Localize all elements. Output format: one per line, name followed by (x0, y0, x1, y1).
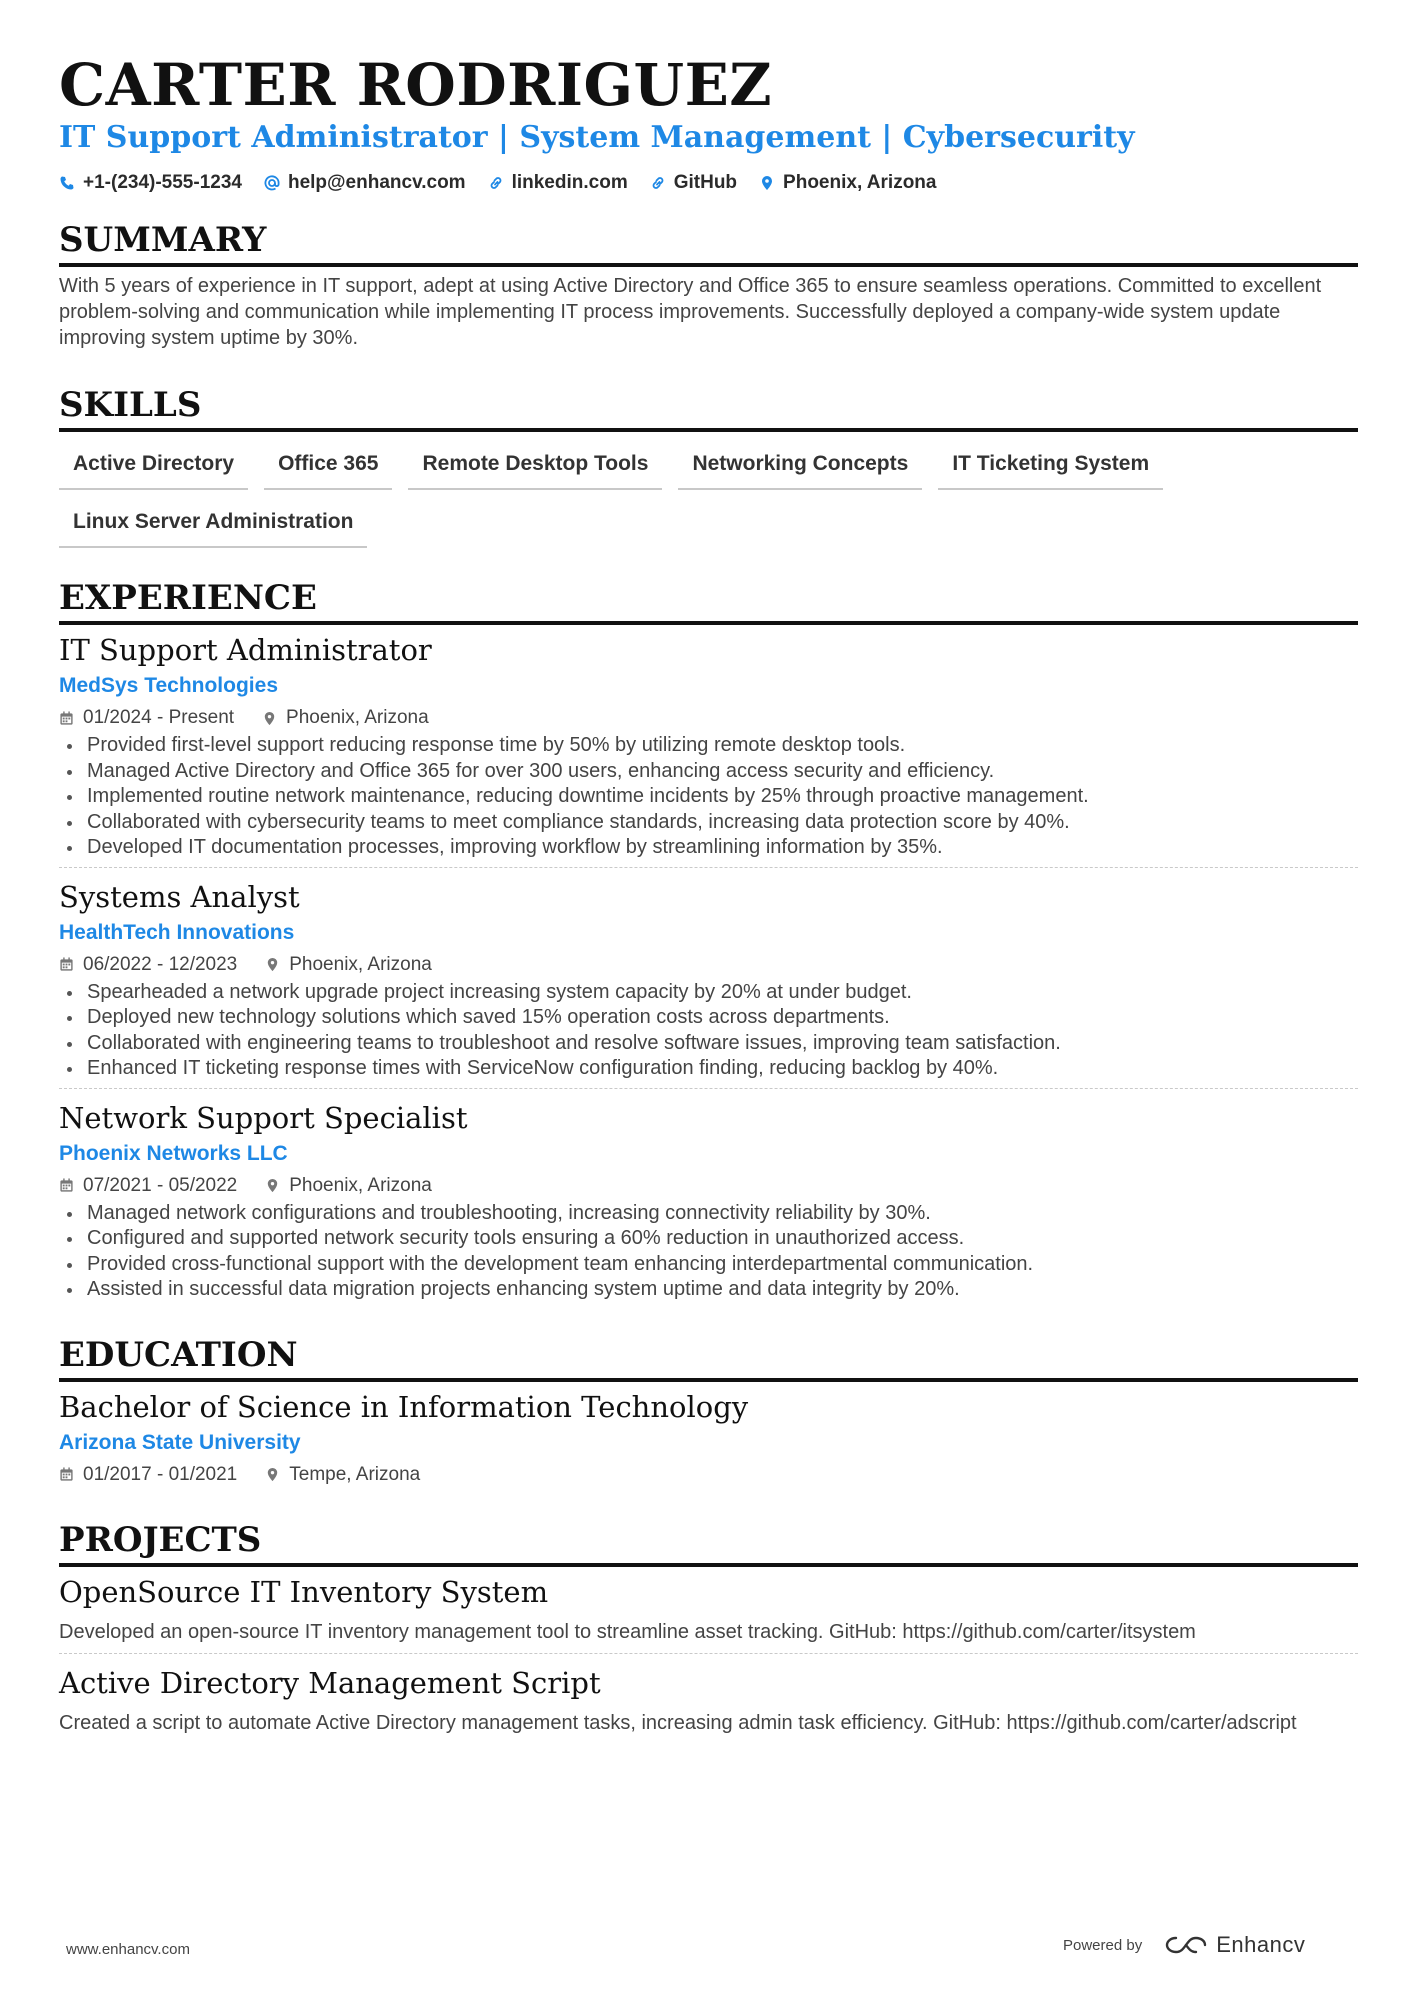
job-company: MedSys Technologies (59, 674, 278, 697)
link-icon (650, 175, 666, 191)
job-company: Phoenix Networks LLC (59, 1141, 288, 1165)
job-dates-text: 07/2021 - 05/2022 (83, 1174, 238, 1196)
candidate-name: CARTER RODRIGUEZ (59, 51, 773, 119)
footer-website[interactable]: www.enhancv.com (66, 1941, 190, 1958)
job-bullet: Provided cross-functional support with the development team enhancing interdepartmental communication. (59, 1252, 1358, 1278)
summary-text: With 5 years of experience in IT support, adept at using Active Directory and Office 365 to ensure seamless operations. Committed to excellent problem-solving and communication while implementing IT process improvements. Successfully deployed a company-wide system update improving system uptime by 30%. (59, 275, 1322, 349)
summary-heading: SUMMARY (59, 220, 1358, 267)
map-pin-icon (265, 957, 280, 972)
job-role: IT Support Administrator (59, 633, 432, 667)
job-bullet: Spearheaded a network upgrade project increasing system capacity by 20% at under budget. (59, 980, 1358, 1006)
calendar-icon (59, 1178, 74, 1193)
skills-section (59, 385, 1358, 548)
job-bullet: Collaborated with cybersecurity teams to meet compliance standards, increasing data protection score by 40%. (59, 810, 1358, 836)
job-bullet: Provided first-level support reducing response time by 50% by utilizing remote desktop tools. (59, 733, 1358, 759)
job-dates (59, 952, 237, 978)
job-location (265, 1173, 432, 1199)
job-bullet: Collaborated with engineering teams to troubleshoot and resolve software issues, improving team satisfaction. (59, 1031, 1358, 1057)
contact-email-text: help@enhancv.com (287, 172, 466, 193)
brand-logo[interactable] (1164, 1932, 1305, 1958)
education-dates-text: 01/2017 - 01/2021 (83, 1463, 238, 1485)
job-dates (59, 1173, 237, 1199)
job-dates-text: 01/2024 - Present (83, 707, 235, 728)
projects-section (59, 1520, 1358, 1744)
job-meta (59, 1173, 1358, 1199)
education-entry (59, 1388, 1358, 1494)
job-bullets (59, 980, 1358, 1082)
map-pin-icon (262, 711, 277, 726)
job-bullets (59, 1201, 1358, 1303)
job-role: Network Support Specialist (59, 1100, 468, 1135)
phone-icon (59, 175, 75, 191)
job-bullet: Assisted in successful data migration projects enhancing system uptime and data integrity by 20%. (59, 1277, 1358, 1303)
job-bullets (59, 733, 1358, 861)
skill-tag: IT Ticketing System (938, 446, 1163, 490)
job-entry (59, 631, 1358, 868)
project-title: OpenSource IT Inventory System (59, 1574, 549, 1609)
skill-tag: Office 365 (264, 446, 392, 490)
contact-linkedin[interactable] (488, 170, 628, 196)
job-company: HealthTech Innovations (59, 920, 295, 944)
contact-github[interactable] (650, 170, 737, 196)
skills-heading: SKILLS (59, 385, 1358, 432)
contact-github-text: GitHub (673, 172, 738, 193)
education-location (265, 1462, 420, 1488)
map-pin-icon (265, 1467, 280, 1482)
job-meta (59, 952, 1358, 978)
map-pin-icon (265, 1178, 280, 1193)
brand-name: Enhancv (1216, 1932, 1306, 1957)
job-dates (59, 705, 234, 731)
job-bullet: Managed network configurations and troubleshooting, increasing connectivity reliability by 30%. (59, 1201, 1358, 1227)
calendar-icon (59, 957, 74, 972)
experience-heading: EXPERIENCE (59, 578, 1358, 625)
job-bullet: Managed Active Directory and Office 365 for over 300 users, enhancing access security and efficiency. (59, 759, 1358, 785)
contact-linkedin-text: linkedin.com (511, 172, 628, 193)
contact-location (759, 170, 936, 196)
job-meta (59, 705, 1358, 731)
project-entry (59, 1573, 1358, 1654)
contact-phone-text: +1-(234)-555-1234 (83, 172, 242, 193)
job-entry (59, 878, 1358, 1089)
contact-location-text: Phoenix, Arizona (783, 172, 937, 193)
education-dates (59, 1462, 237, 1488)
skill-tag: Active Directory (59, 446, 248, 490)
education-degree: Bachelor of Science in Information Technology (59, 1389, 749, 1424)
skills-list (59, 446, 1358, 548)
contact-phone[interactable] (59, 170, 242, 196)
contact-email[interactable] (264, 170, 466, 196)
map-pin-icon (759, 175, 775, 191)
job-location-text: Phoenix, Arizona (289, 1174, 432, 1196)
job-bullet: Deployed new technology solutions which saved 15% operation costs across departments. (59, 1005, 1358, 1031)
education-location-text: Tempe, Arizona (289, 1463, 421, 1485)
skill-tag: Remote Desktop Tools (408, 446, 662, 490)
footer-branding (1063, 1932, 1305, 1958)
job-bullet: Implemented routine network maintenance, reducing downtime incidents by 25% through proactive management. (59, 784, 1358, 810)
education-meta (59, 1462, 1358, 1488)
project-description: Developed an open-source IT inventory management tool to streamline asset tracking. GitHub: https://github.com/carter/itsystem (59, 1620, 1196, 1643)
job-bullet: Enhanced IT ticketing response times with ServiceNow configuration finding, reducing backlog by 40%. (59, 1056, 1358, 1082)
link-icon (488, 175, 504, 191)
job-dates-text: 06/2022 - 12/2023 (83, 953, 238, 975)
job-role: Systems Analyst (59, 879, 300, 914)
education-heading: EDUCATION (59, 1335, 1358, 1382)
candidate-title: IT Support Administrator | System Management | Cybersecurity (59, 120, 1135, 155)
job-entry (59, 1099, 1358, 1309)
projects-heading: PROJECTS (59, 1520, 1358, 1567)
project-description: Created a script to automate Active Directory management tasks, increasing admin task efficiency. GitHub: https://github.com/carter/adscript (59, 1711, 1297, 1734)
enhancv-logo-icon (1164, 1934, 1208, 1956)
job-location (262, 705, 429, 731)
education-school: Arizona State University (59, 1430, 301, 1454)
resume-page (59, 52, 1358, 1744)
at-icon (264, 175, 280, 191)
summary-section (59, 220, 1358, 351)
calendar-icon (59, 711, 74, 726)
skill-tag: Networking Concepts (678, 446, 922, 490)
skill-tag: Linux Server Administration (59, 504, 367, 548)
job-location-text: Phoenix, Arizona (289, 953, 432, 975)
project-entry (59, 1664, 1358, 1744)
job-bullet: Configured and supported network security tools ensuring a 60% reduction in unauthorized access. (59, 1226, 1358, 1252)
job-location-text: Phoenix, Arizona (286, 707, 429, 728)
contact-bar (59, 170, 1358, 196)
job-location (265, 952, 432, 978)
experience-section (59, 578, 1358, 1309)
job-bullet: Developed IT documentation processes, improving workflow by streamlining information by 35%. (59, 835, 1358, 861)
powered-by-label: Powered by (1063, 1936, 1143, 1954)
education-section (59, 1335, 1358, 1494)
project-title: Active Directory Management Script (59, 1665, 601, 1700)
calendar-icon (59, 1467, 74, 1482)
